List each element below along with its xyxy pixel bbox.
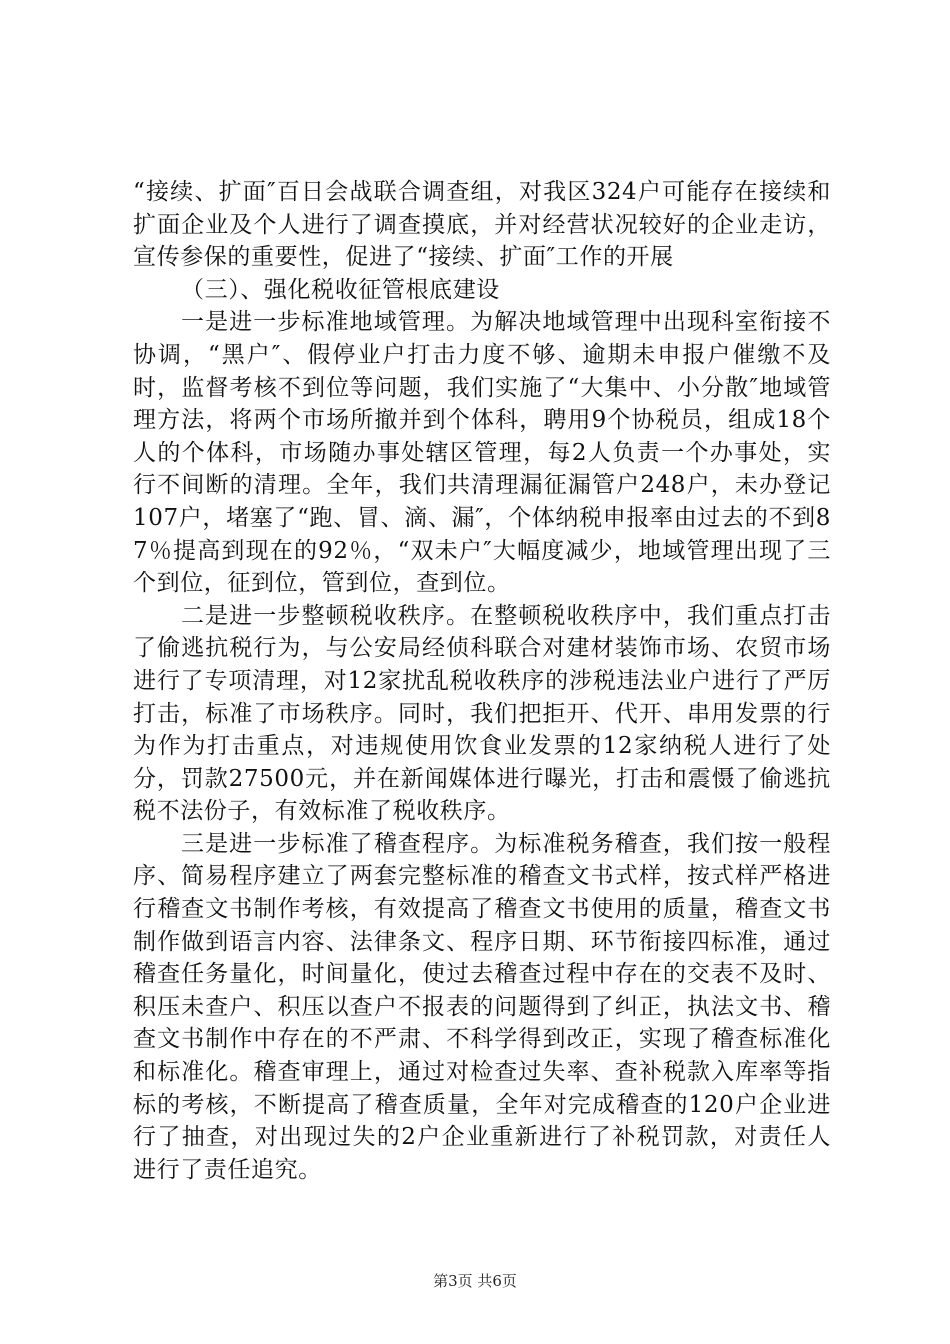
page-footer: 第3页 共6页 <box>433 1272 517 1290</box>
paragraph-continuation: “接续、扩面″百日会战联合调查组，对我区324户可能存在接续和扩面企业及个人进行了调查摸底，并对经营状况较好的企业走访，宣传参保的重要性，促进了“接续、扩面″工作的开展 <box>133 179 831 271</box>
document-body <box>133 176 831 1186</box>
paragraph-inspection-procedure: 三是进一步标准了稽查程序。为标准税务稽查，我们按一般程序、简易程序建立了两套完整标准的稽查文书式样，按式样严格进行稽查文书制作考核，有效提高了稽查文书使用的质量，稽查文书制作做到语言内容、法律条文、程序日期、环节衔接四标准，通过稽查任务量化，时间量化，使过去稽查过程中存在的交表不及时、积压未查户、积压以查户不报表的问题得到了纠正，执法文书、稽查文书制作中存在的不严肃、不科学得到改正，实现了稽查标准化和标准化。稽查审理上，通过对检查过失率、查补税款入库率等指标的考核，不断提高了稽查质量，全年对完成稽查的120户企业进行了抽查，对出现过失的2户企业重新进行了补税罚款，对责任人进行了责任追究。 <box>133 830 831 1183</box>
paragraph-regional-management: 一是进一步标准地域管理。为解决地域管理中出现科室衔接不协调，“黑户″、假停业户打击力度不够、逾期未申报户催缴不及时，监督考核不到位等问题，我们实施了“大集中、小分散″地域管理方法，将两个市场所撤并到个体科，聘用9个协税员，组成18个人的个体科，市场随办事处辖区管理，每2人负责一个办事处，实行不间断的清理。全年，我们共清理漏征漏管户248户，未办登记107户，堵塞了“跑、冒、滴、漏″，个体纳税申报率由过去的不到87％提高到现在的92％，“双未户″大幅度减少，地域管理出现了三个到位，征到位，管到位，查到位。 <box>133 309 831 597</box>
paragraph-tax-order: 二是进一步整顿税收秩序。在整顿税收秩序中，我们重点打击了偷逃抗税行为，与公安局经侦科联合对建材装饰市场、农贸市场进行了专项清理，对12家扰乱税收秩序的涉税违法业户进行了严厉打击，标准了市场秩序。同时，我们把拒开、代开、串用发票的行为作为打击重点，对违规使用饮食业发票的12家纳税人进行了处分，罚款27500元，并在新闻媒体进行曝光，打击和震慑了偷逃抗税不法份子，有效标准了税收秩序。 <box>133 602 831 825</box>
section-heading: （三）、强化税收征管根底建设 <box>181 276 500 303</box>
